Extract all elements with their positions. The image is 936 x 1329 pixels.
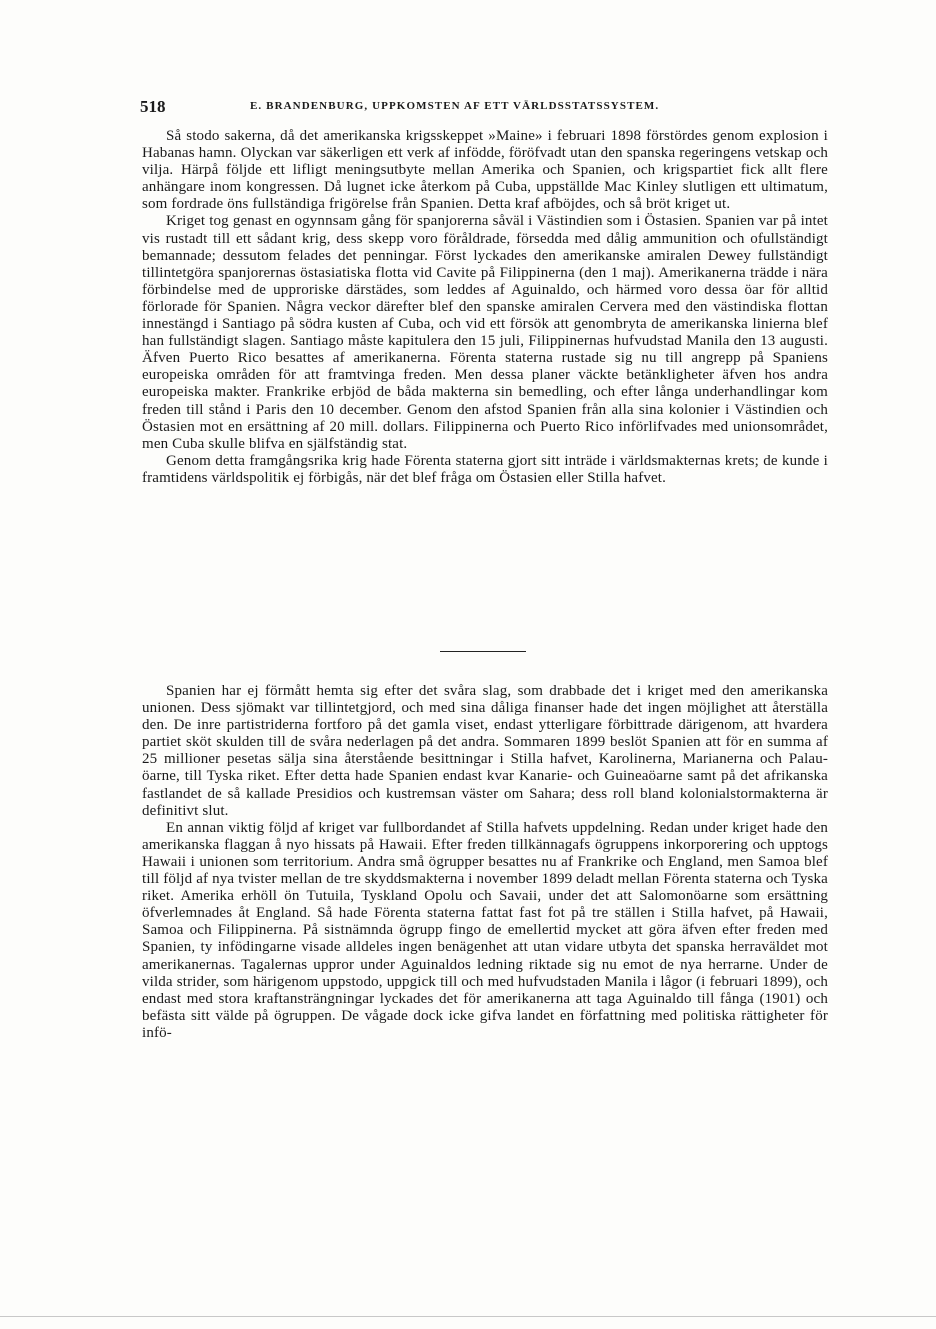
section-divider — [440, 651, 526, 652]
paragraph: Spanien har ej förmått hemta sig efter det svåra slag, som drabbade det i kriget med den amerikanska unionen. Dess sjömakt var tillintetgjord, och med sina dåliga finanser hade det ingen möjlighet att återställa den. De inre partistriderna fortforo på det gamla viset, endast ytterligare förbittrade därigenom, att hvardera partiet sköt skulden till de svåra nederlagen på det andra. Sommaren 1899 beslöt Spanien att för en summa af 25 millioner pesetas sälja sina återstående besittningar i Stilla hafvet, Karolinerna, Marianerna och Palau-öarne, till Tyska riket. Efter detta hade Spanien endast kvar Kanarie- och Guineaöarne samt på det afrikanska fastlandet de så kallade Presidios och kustremsan väster om Sahara; dess roll bland kolonialstormakterna är definitivt slut. — [142, 683, 828, 819]
paragraph: En annan viktig följd af kriget var fullbordandet af Stilla hafvets uppdelning. Redan under kriget hade den amerikanska flaggan å nyo hissats på Hawaii. Efter freden tillkännagafs ögruppens inkorporering och upptogs Hawaii i unionen som territorium. Andra små ögrupper besattes nu af Frankrike och England, men Samoa blef till följd af nya tvister mellan de tre skyddsmakterna i november 1899 deladt mellan Förenta staterna och Tyska riket. Amerika erhöll ön Tutuila, Tyskland Opolu och Savaii, under det att Salomonöarne som ersättning öfverlemnades åt England. Så hade Förenta staterna fattat fast fot på tre ställen i Stilla hafvet, på Hawaii, Samoa och Filippinerna. På sistnämnda ögrupp fingo de emellertid mycket att göra äfven efter freden med Spanien, ty infödingarne visade alldeles ingen benägenhet att utan vidare utbyta det spanska herraväldet mot amerikanernas. Tagalernas uppror under Aguinaldos ledning riktade sig nu emot de nya herrarne. Under de vilda strider, som härigenom uppstodo, uppgick till och med hufvudstaden Manila i lågor (i februari 1899), och endast med stora kraftansträngningar lyckades det för amerikanerna att taga Aguinaldo till fånga (1901) och befästa sitt välde på ögruppen. De vågade dock icke gifva landet en författning med politiska rättigheter för infö- — [142, 819, 828, 1041]
text-section-2 — [142, 683, 828, 1042]
paragraph: Kriget tog genast en ogynnsam gång för spanjorerna såväl i Västindien som i Östasien. Spanien var på intet vis rustadt till ett sådant krig, dess skepp voro föråldrade, försedda med dålig ammunition och ofullständigt bemannade; dessutom felades det penningar. Först lyckades den amerikanske amiralen Dewey fullständigt tillintetgöra spanjorernas östasiatiska flotta vid Cavite på Filippinerna (den 1 maj). Amerikanerna trädde i nära förbindelse med de upproriske därstädes, som leddes af Aguinaldo, och härmed voro dessa öar för alltid förlorade för Spanien. Några veckor därefter blef den spanske amiralen Cervera med den västindiska flottan innestängd i Santiago på södra kusten af Cuba, och vid ett försök att genombryta de amerikanska linierna blef han fullständigt slagen. Santiago måste kapitulera den 15 juli, Filippinernas hufvudstad Manila den 13 augusti. Äfven Puerto Rico besattes af amerikanerna. Förenta staterna rustade sig nu till angrepp på Spaniens europeiska områden för att framtvinga freden. Men dessa planer väckte betänkligheter äfven hos andra europeiska makter. Frankrike erbjöd de båda makterna sin bemedling, och efter långa underhandlingar kom freden till stånd i Paris den 10 december. Genom den afstod Spanien från alla sina kolonier i Västindien och Östasien mot en ersättning af 20 mill. dollars. Filippinerna och Puerto Rico införlifvades med unionsområdet, men Cuba skulle blifva en själfständig stat. — [142, 213, 828, 452]
text-section-1 — [142, 128, 828, 487]
page-header — [140, 97, 830, 117]
scan-edge-line — [0, 1316, 936, 1317]
paragraph: Genom detta framgångsrika krig hade Förenta staterna gjort sitt inträde i världsmakternas krets; de kunde i framtidens världspolitik ej förbigås, när det blef fråga om Östasien eller Stilla hafvet. — [142, 452, 828, 486]
running-head: E. BRANDENBURG, UPPKOMSTEN AF ETT VÄRLDSSTATSSYSTEM. — [250, 100, 660, 112]
page-number: 518 — [140, 97, 166, 116]
paragraph: Så stodo sakerna, då det amerikanska krigsskeppet »Maine» i februari 1898 förstördes genom explosion i Habanas hamn. Olyckan var säkerligen ett verk af infödde, föröfvadt utan den spanska regeringens vetskap och vilja. Härpå följde ett lifligt meningsutbyte mellan Amerika och Spanien, och krigspartiet fick allt flere anhängare inom kongressen. Då lugnet icke återkom på Cuba, uppställde Mac Kinley slutligen ett ultimatum, som fordrade öns fullständiga frigörelse från Spanien. Detta kraf afböjdes, och så bröt kriget ut. — [142, 128, 828, 213]
